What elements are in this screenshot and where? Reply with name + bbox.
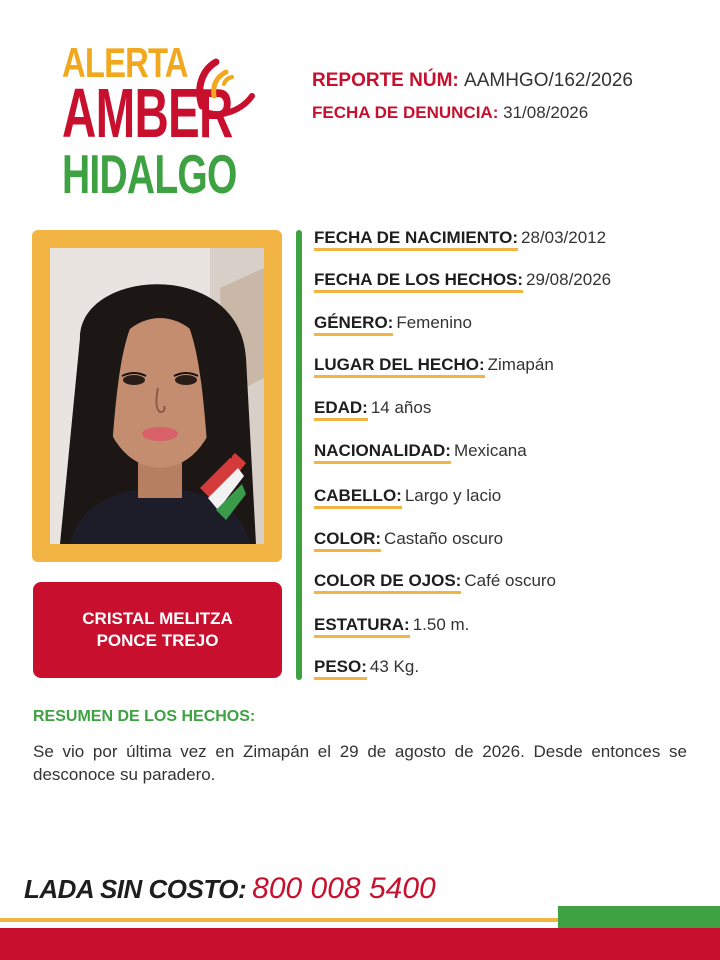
field-nationality — [314, 441, 527, 461]
field-value: 28/03/2012 — [521, 228, 607, 247]
toll-free-line — [24, 872, 436, 906]
logo-alerta-text: ALERTA — [62, 40, 188, 87]
report-date-label: FECHA DE DENUNCIA: — [312, 103, 499, 122]
toll-free-number[interactable]: 800 008 5400 — [252, 872, 436, 905]
field-label: FECHA DE NACIMIENTO: — [314, 228, 518, 251]
field-label: GÉNERO: — [314, 313, 393, 336]
missing-person-photo — [50, 248, 264, 544]
field-label: NACIONALIDAD: — [314, 441, 451, 464]
photo-frame — [32, 230, 282, 562]
portrait-illustration — [50, 248, 264, 544]
field-value: 14 años — [370, 398, 432, 417]
missing-person-name-box — [33, 582, 282, 678]
signal-waves-icon — [192, 48, 262, 118]
report-number — [312, 70, 633, 92]
field-eye-color — [314, 571, 556, 591]
field-value: 43 Kg. — [369, 657, 420, 676]
toll-free-label: LADA SIN COSTO: — [24, 874, 247, 904]
alerta-amber-logo — [62, 40, 262, 210]
report-number-value: AAMHGO/162/2026 — [464, 70, 633, 91]
name-line-2: PONCE TREJO — [96, 631, 219, 650]
field-age — [314, 398, 431, 418]
field-value: Femenino — [396, 313, 472, 332]
field-value: Largo y lacio — [404, 486, 502, 505]
field-label: COLOR DE OJOS: — [314, 571, 461, 594]
summary-text: Se vio por última vez en Zimapán el 29 de agosto de 2026. Desde entonces se desconoce su paradero. — [33, 742, 687, 784]
logo-hidalgo-text: HIDALGO — [62, 144, 237, 206]
field-height — [314, 615, 469, 635]
field-label: EDAD: — [314, 398, 368, 421]
report-date — [312, 103, 588, 123]
field-hair-color — [314, 529, 503, 549]
footer-green-block — [558, 906, 720, 928]
field-value: 1.50 m. — [412, 615, 470, 634]
field-value: Zimapán — [487, 355, 554, 374]
field-label: COLOR: — [314, 529, 381, 552]
field-hair — [314, 486, 501, 506]
report-date-value: 31/08/2026 — [503, 103, 589, 122]
field-value: 29/08/2026 — [526, 270, 612, 289]
field-value: Café oscuro — [464, 571, 557, 590]
field-birth-date — [314, 228, 606, 248]
footer-yellow-stripe — [0, 918, 560, 922]
field-value: Mexicana — [453, 441, 527, 460]
field-label: FECHA DE LOS HECHOS: — [314, 270, 523, 293]
report-number-label: REPORTE NÚM: — [312, 70, 459, 91]
field-location — [314, 355, 554, 375]
field-incident-date — [314, 270, 611, 290]
field-label: ESTATURA: — [314, 615, 410, 638]
field-gender — [314, 313, 472, 333]
field-value: Castaño oscuro — [384, 529, 504, 548]
field-label: PESO: — [314, 657, 367, 680]
logo-amber-text: AMBER — [62, 73, 233, 152]
green-divider — [296, 230, 302, 680]
name-line-1: CRISTAL MELITZA — [82, 609, 233, 628]
footer-red-band — [0, 928, 720, 960]
field-label: LUGAR DEL HECHO: — [314, 355, 485, 378]
field-weight — [314, 657, 419, 677]
summary-title: RESUMEN DE LOS HECHOS: — [33, 708, 256, 725]
field-label: CABELLO: — [314, 486, 402, 509]
